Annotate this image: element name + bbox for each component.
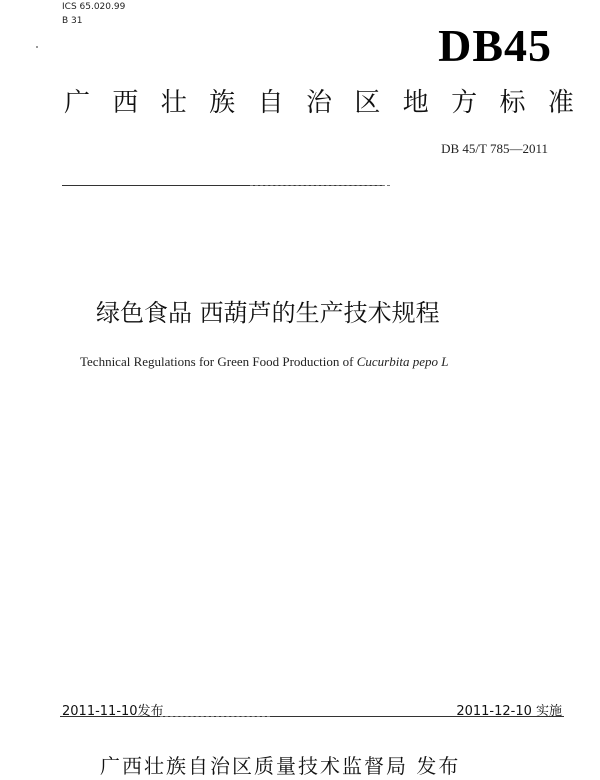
title-char: 标 [499, 88, 526, 118]
effective-date: 2011-12-10 实施 [456, 704, 562, 719]
ccs-code: B 31 [62, 16, 83, 26]
title-char: 区 [354, 88, 381, 118]
title-char: 西 [112, 88, 139, 118]
db-logo: DB45 [438, 20, 552, 71]
standard-category-title [64, 86, 574, 120]
title-char: 壮 [160, 88, 187, 118]
title-char: 族 [209, 88, 236, 118]
title-char: 地 [402, 88, 429, 118]
ics-code: ICS 65.020.99 [62, 2, 126, 12]
title-char: 治 [305, 88, 332, 118]
scan-speck [36, 46, 38, 48]
subtitle-latin-name: Cucurbita pepo L [356, 354, 449, 369]
header-divider-faded [250, 185, 390, 186]
publish-date: 2011-11-10发布 [62, 704, 164, 719]
title-char: 方 [451, 88, 478, 118]
title-char: 准 [547, 88, 574, 118]
footer-divider-faded [160, 716, 270, 717]
document-subtitle [80, 354, 448, 370]
subtitle-text: Technical Regulations for Green Food Production of [80, 354, 357, 369]
document-title: 绿色食品 西葫芦的生产技术规程 [96, 299, 440, 327]
title-char: 自 [257, 88, 284, 118]
standard-number: DB 45/T 785—2011 [441, 141, 548, 156]
footer-divider [60, 716, 564, 717]
issuing-authority: 广西壮族自治区质量技术监督局 发布 [100, 754, 461, 778]
title-char: 广 [64, 88, 91, 118]
